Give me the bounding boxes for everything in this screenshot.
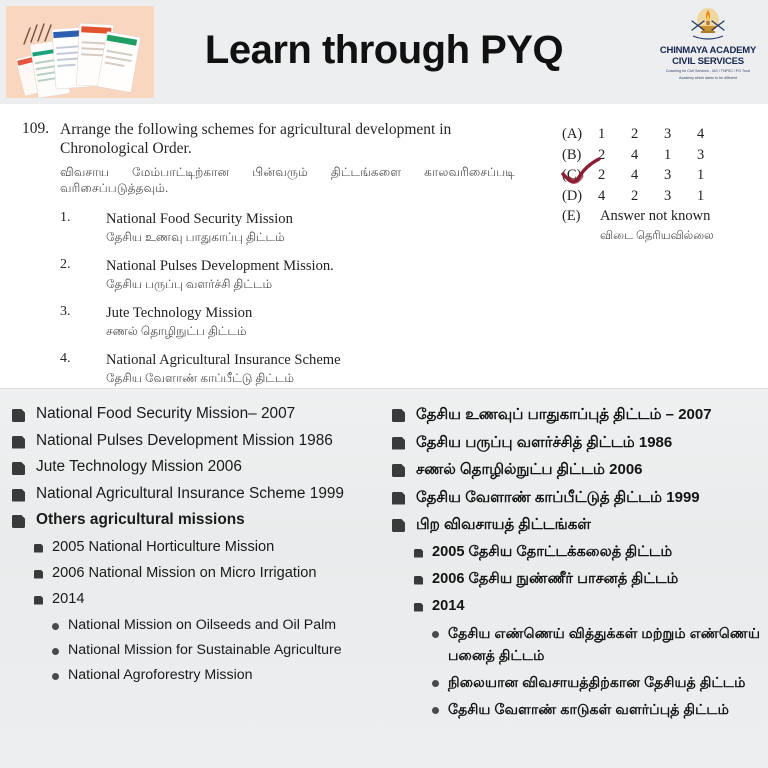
scheme-text-tamil: தேசிய வேளாண் காப்பீட்டு திட்டம்: [106, 371, 295, 385]
scheme-text-tamil: சணல் தொழிநுட்ப திட்டம்: [106, 324, 247, 338]
note-subsubitem: [392, 623, 768, 667]
note-subitem: [12, 563, 384, 583]
option-c-digit-2: 4: [631, 167, 639, 183]
note-subsubitem: [392, 672, 768, 694]
scheme-body: [106, 351, 522, 387]
note-item: [392, 514, 768, 535]
note-item: [12, 510, 384, 530]
scheme-text-english: National Food Security Mission: [106, 211, 293, 227]
note-subitem: [12, 589, 384, 609]
round-bullet-icon: [52, 673, 59, 680]
question-number: 109.: [22, 120, 50, 137]
scheme-body: [106, 304, 522, 340]
scheme-number: 2.: [60, 257, 71, 272]
option-a-digit-1: 1: [598, 126, 606, 142]
note-text: National Pulses Development Mission 1986: [36, 431, 333, 449]
note-subitem: [392, 569, 768, 590]
scheme-text-english: National Agricultural Insurance Scheme: [106, 352, 341, 368]
notes-columns: [0, 388, 768, 726]
option-d-digit-4: 1: [697, 187, 705, 204]
scheme-list: [60, 210, 522, 387]
option-b-digit-3: 1: [664, 146, 672, 163]
note-text: 2006 தேசிய நுண்ணீர் பாசனத் திட்டம்: [432, 570, 679, 587]
panel-divider: [0, 388, 768, 389]
square-bullet-icon: [34, 570, 43, 579]
note-text: தேசிய உணவுப் பாதுகாப்புத் திட்டம் – 2007: [416, 406, 712, 423]
note-item: [392, 404, 768, 425]
round-bullet-icon: [432, 680, 439, 687]
scheme-number: 4.: [60, 351, 71, 366]
page-title: Learn through PYQ: [204, 28, 564, 72]
square-bullet-icon: [392, 464, 405, 477]
note-text: 2014: [432, 597, 465, 614]
question-text-english: Arrange the following schemes for agricultural development in Chronological Order.: [60, 121, 452, 157]
note-text: National Mission on Oilseeds and Oil Palm: [68, 616, 337, 633]
note-item: [392, 487, 768, 508]
option-letter-d: (D): [562, 187, 583, 204]
option-b-digit-4: 3: [697, 146, 705, 163]
option-a-digit-2: 2: [631, 126, 639, 142]
notes-column-tamil: [384, 404, 768, 726]
option-d-digit-2: 2: [631, 187, 639, 204]
option-e-text-tamil: விடை தெரியவில்லை: [600, 229, 714, 242]
note-text: National Agroforestry Mission: [68, 666, 253, 683]
square-bullet-icon: [414, 603, 423, 612]
scheme-number: 1.: [60, 210, 71, 225]
scheme-text-tamil: தேசிய பருப்பு வளர்ச்சி திட்டம்: [106, 277, 273, 291]
note-text: National Agricultural Insurance Scheme 1999: [36, 484, 344, 502]
lamp-emblem-icon: [687, 8, 729, 44]
note-text: 2005 National Horticulture Mission: [52, 538, 275, 555]
logo-tagline-2: Academy which dares to be different: [678, 76, 738, 80]
note-text: சணல் தொழில்நுட்ப திட்டம் 2006: [416, 461, 643, 478]
option-row-a[interactable]: [562, 126, 762, 147]
note-text: 2005 தேசிய தோட்டக்கலைத் திட்டம்: [432, 543, 673, 560]
option-c-digit-1: 2: [598, 167, 606, 183]
option-c-digit-3: 3: [664, 167, 672, 183]
scheme-body: [106, 210, 522, 246]
round-bullet-icon: [52, 648, 59, 655]
square-bullet-icon: [392, 437, 405, 450]
scheme-item: [60, 351, 522, 387]
note-item: [392, 432, 768, 453]
scheme-text-english: Jute Technology Mission: [106, 305, 253, 321]
notes-panel: [0, 388, 768, 768]
option-b-digit-1: 2: [598, 146, 606, 163]
square-bullet-icon: [12, 409, 25, 422]
note-text: Others agricultural missions: [36, 511, 245, 528]
note-item: [392, 459, 768, 480]
scheme-text-english: National Pulses Development Mission.: [106, 258, 334, 274]
note-subsubitem: [392, 699, 768, 721]
note-item: [12, 431, 384, 451]
scheme-item: [60, 210, 522, 246]
square-bullet-icon: [12, 515, 25, 528]
square-bullet-icon: [392, 492, 405, 505]
note-text: 2006 National Mission on Micro Irrigation: [52, 564, 317, 581]
square-bullet-icon: [12, 436, 25, 449]
option-c-digit-4: 1: [697, 167, 705, 183]
square-bullet-icon: [34, 544, 43, 553]
option-d-digit-3: 3: [664, 187, 672, 204]
option-d-digit-1: 4: [598, 187, 606, 204]
note-text: தேசிய எண்ணெய் வித்துக்கள் மற்றும் எண்ணெய் பனைத் திட்டம்: [448, 625, 761, 664]
scheme-item: [60, 304, 522, 340]
question-text-tamil: விவசாய மேம்பாட்டிற்கான பின்வரும் திட்டங்களை காலவரிசைப்படி வரிசைப்படுத்தவும்.: [60, 165, 515, 195]
square-bullet-icon: [392, 409, 405, 422]
option-a-digit-3: 3: [664, 126, 672, 142]
logo-title-line1: CHINMAYA ACADEMY: [659, 45, 757, 56]
note-text: நிலையான விவசாயத்திற்கான தேசியத் திட்டம்: [448, 674, 746, 691]
option-a-digit-4: 4: [697, 126, 705, 142]
note-item: [12, 404, 384, 424]
round-bullet-icon: [52, 623, 59, 630]
option-row-b[interactable]: [562, 147, 762, 168]
note-subsubitem: [12, 665, 384, 685]
note-item: [12, 457, 384, 477]
header-bar: [0, 0, 768, 104]
note-subitem: [392, 596, 768, 617]
note-item: [12, 484, 384, 504]
option-letter-e: (E): [562, 208, 581, 224]
academy-logo: [656, 6, 760, 98]
option-row-e[interactable]: [562, 208, 762, 229]
square-bullet-icon: [414, 549, 423, 558]
logo-title-line2: CIVIL SERVICES: [672, 56, 744, 67]
note-text: Jute Technology Mission 2006: [36, 458, 242, 475]
note-text: தேசிய பருப்பு வளர்ச்சித் திட்டம் 1986: [416, 433, 673, 451]
note-subsubitem: [12, 640, 384, 660]
option-e-text-english: Answer not known: [600, 208, 711, 224]
square-bullet-icon: [34, 596, 43, 605]
square-bullet-icon: [414, 576, 423, 585]
answer-options: [562, 126, 762, 243]
note-text: பிற விவசாயத் திட்டங்கள்: [416, 516, 591, 533]
question-heading: [22, 120, 522, 158]
square-bullet-icon: [12, 462, 25, 475]
option-row-d[interactable]: [562, 188, 762, 209]
scheme-item: [60, 257, 522, 293]
scheme-body: [106, 257, 522, 293]
note-subitem: [392, 542, 768, 563]
note-subsubitem: [12, 615, 384, 635]
note-subitem: [12, 537, 384, 557]
option-letter-a: (A): [562, 126, 583, 142]
note-text: 2014: [52, 590, 85, 607]
square-bullet-icon: [12, 489, 25, 502]
note-text: National Mission for Sustainable Agriculture: [68, 641, 342, 658]
notes-column-english: [0, 404, 384, 726]
option-b-digit-2: 4: [631, 146, 639, 163]
question-body: [22, 120, 522, 398]
option-letter-b: (B): [562, 146, 582, 163]
question-block: [0, 104, 768, 388]
round-bullet-icon: [432, 631, 439, 638]
note-text: தேசிய வேளாண் காப்பீட்டுத் திட்டம் 1999: [416, 488, 700, 506]
option-row-c[interactable]: [562, 167, 762, 188]
round-bullet-icon: [432, 707, 439, 714]
logo-tagline-1: Coaching for Civil Services - IAS / TNPSC / PG Trust: [665, 69, 751, 73]
scheme-text-tamil: தேசிய உணவு பாதுகாப்பு திட்டம்: [106, 230, 285, 244]
option-letter-c: (C): [562, 167, 582, 183]
scheme-number: 3.: [60, 304, 71, 319]
note-text: National Food Security Mission– 2007: [36, 405, 296, 422]
square-bullet-icon: [392, 519, 405, 532]
note-text: தேசிய வேளாண் காடுகள் வளர்ப்புத் திட்டம்: [448, 701, 730, 718]
